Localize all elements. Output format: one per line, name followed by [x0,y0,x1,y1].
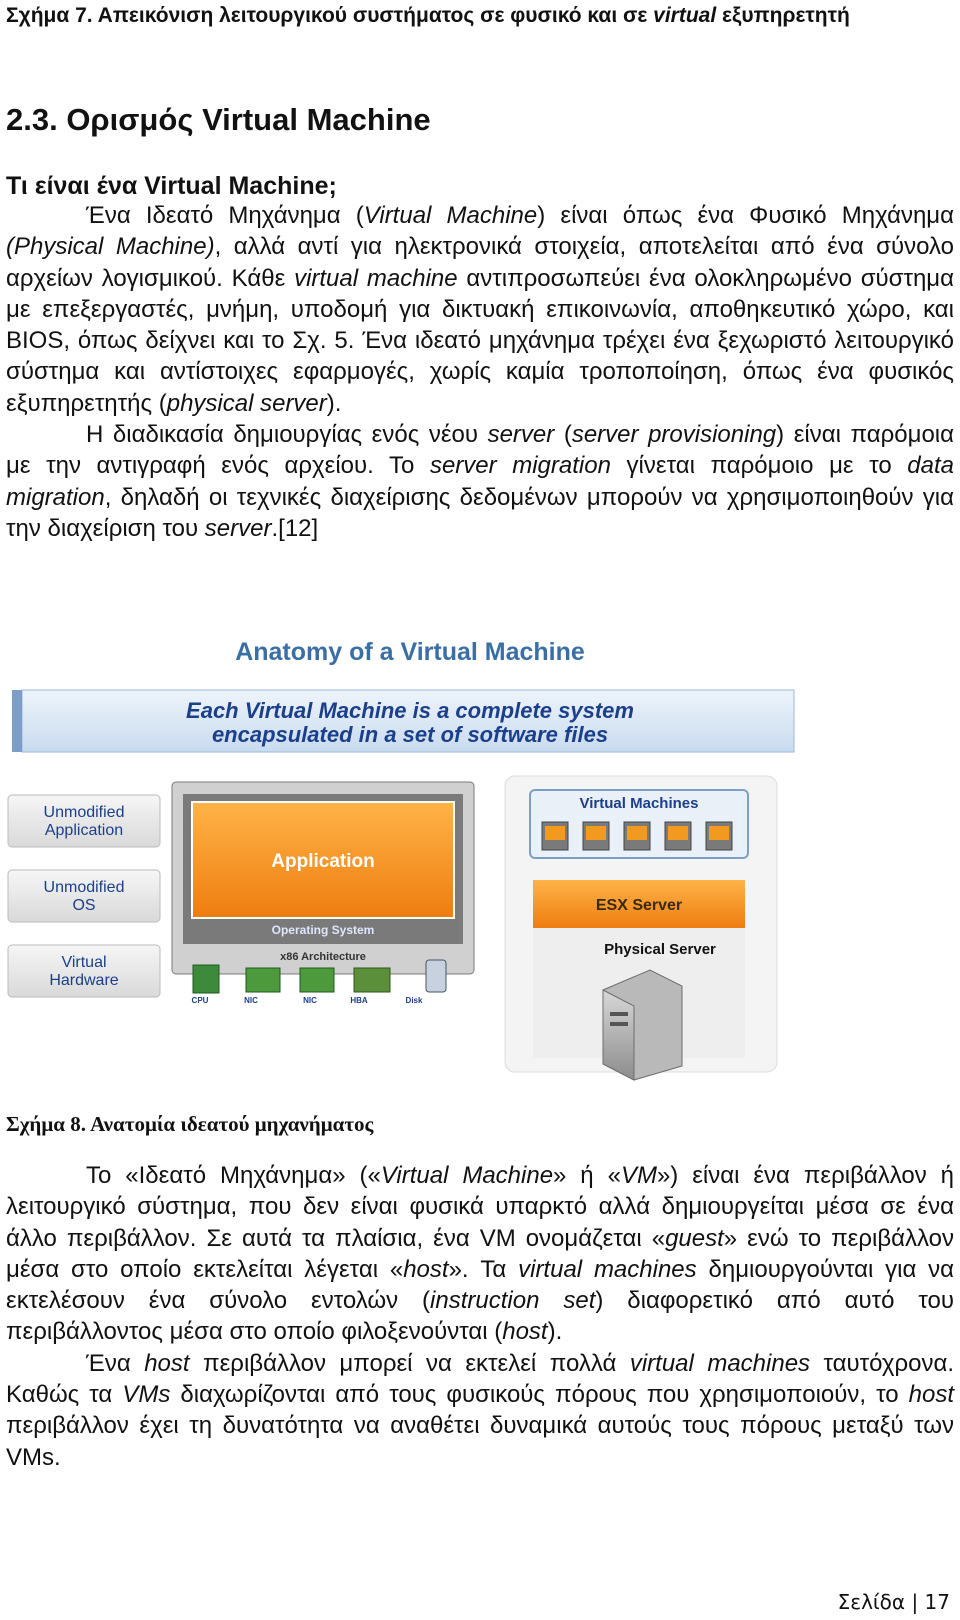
server-drive-slot-2 [610,1022,628,1026]
vm-mini-screen-2 [586,826,606,840]
disk-icon [426,960,446,992]
caption-text: Σχήμα 7. Απεικόνιση λειτουργικού συστήματος σε φυσικό και σε [6,4,654,27]
label-box-os [8,870,160,922]
label-app-line2: Application [44,822,124,839]
cpu-chip-icon [193,965,219,993]
italic-run: virtual machines [629,1349,811,1377]
vm-mini-screen-5 [709,826,729,840]
virtual-machines-label: Virtual Machines [579,795,699,812]
page-footer: Σελίδα | 17 [837,1590,950,1614]
text-run: περιβάλλον έχει τη δυνατότητα να αναθέτει δυναμικά αυτούς τους πόρους μεταξύ των VMs. [6,1412,954,1471]
italic-run: server migration [429,452,611,480]
hba-card-icon [354,968,390,992]
vm-anatomy-figure [0,640,960,1110]
text-run: ». Τα [448,1255,519,1283]
paragraph-2 [6,419,954,544]
hw-label-cpu: CPU [191,996,209,1005]
figure-title: Anatomy of a Virtual Machine [235,640,585,666]
left-labels [8,795,160,997]
esx-server-label: ESX Server [595,897,683,914]
text-run: γίνεται παρόμοιο με το [610,452,908,480]
italic-run: host [144,1349,190,1377]
text-run: ) είναι παρόμοια με την αντιγραφή ενός αρχείου. Το [6,421,954,480]
italic-run: instruction set [430,1287,596,1315]
text-run: .[12] [271,514,319,542]
text-run: , δηλαδή οι τεχνικές διαχείρισης δεδομένων μπορούν να χρησιμοποιηθούν για την διαχείριση του [6,483,954,542]
italic-run: VM [620,1162,657,1189]
text-run: Η διαδικασία δημιουργίας ενός νέου [86,421,488,449]
label-box-hardware [8,945,160,997]
italic-run: VMs [122,1381,171,1409]
section-title: 2.3. Ορισμός Virtual Machine [6,102,431,137]
italic-run: physical server [166,389,327,417]
hw-label-disk: Disk [405,996,423,1005]
text-run: ταυτόχρονα. Καθώς τα [6,1349,954,1409]
paragraph-4 [6,1348,954,1473]
text-run: αντιπροσωπεύει ένα ολοκληρωμένο σύστημα με επεξεργαστές, μνήμη, υποδομή για δικτυακή επικοινωνία, αποθηκευτικό χώρο, και BIOS, όπως δείχνει και το Σχ. 5. Ένα ιδεατό μηχάνημα τρέχει ένα ξεχωριστό λειτουργικό σύστημα και αντίστοιχες εφαρμογές, χωρίς καμία τροποποίηση, όπως ένα φυσικός εξυπηρετητής ( [6,264,954,417]
figure-8-caption: Σχήμα 8. Ανατομία ιδεατού μηχανήματος [6,1112,374,1136]
operating-system-label: Operating System [271,923,375,937]
caption-em: virtual [653,4,717,27]
label-app-line1: Unmodified [43,804,125,821]
italic-run: Virtual Machine [380,1162,554,1189]
text-run: ) είναι όπως ένα Φυσικό Μηχάνημα [537,202,955,229]
label-hw-line2: Hardware [49,972,119,989]
banner-line-1: Each Virtual Machine is a complete system [186,698,634,723]
vm-mini-screen-3 [627,826,647,840]
text-run: Το «Ιδεατό Μηχάνημα» (« [86,1162,381,1189]
italic-run: server [487,421,555,449]
server-panel [505,776,777,1080]
text-run: , αλλά αντί για ηλεκτρονικά στοιχεία, αποτελείται από ένα σύνολο αρχείων λογισμικού. Κάθε [6,233,954,292]
text-run: ») είναι ένα περιβάλλον ή λειτουργικό σύστημα, που δεν είναι φυσικά υπαρκτό αλλά δημιουργείται μέσα σε ένα άλλο περιβάλλον. Σε αυτά τα πλαίσια, ένα VM ονομάζεται « [6,1162,955,1252]
italic-run: virtual machine [294,264,458,292]
text-run: » ή « [553,1162,621,1189]
text-run: διαχωρίζονται από τους φυσικούς πόρους που χρησιμοποιούν, το [170,1381,909,1409]
nic-card-icon [246,968,280,992]
body-text-top [6,200,954,544]
italic-run: host [502,1318,548,1346]
figure-7-caption [6,2,946,29]
italic-run: host [403,1255,449,1283]
text-run: ( [554,421,572,449]
server-tower-front [603,990,634,1080]
caption-text-end: εξυπηρετητή [716,4,850,27]
hw-label-nic: NIC [244,996,258,1005]
italic-run: data migration [6,452,955,511]
text-run: ). [326,389,342,417]
vm-stack [172,782,474,974]
vm-mini-screen-4 [668,826,688,840]
nic-card-icon-2 [300,968,334,992]
banner-line-2: encapsulated in a set of software files [211,722,609,747]
vm-mini-screen-1 [545,826,565,840]
label-box-application [8,795,160,847]
italic-run: host [908,1381,955,1409]
body-text-bottom [6,1160,954,1473]
italic-run: (Physical Machine) [6,233,215,261]
label-hw-line1: Virtual [61,954,107,971]
text-run: » ενώ το περιβάλλον μέσα στο οποίο εκτελείται λέγεται « [6,1224,954,1283]
architecture-label: x86 Architecture [280,951,366,963]
paragraph-3 [6,1160,954,1348]
label-os-line1: Unmodified [43,879,125,896]
hw-label-hba: HBA [350,996,368,1005]
italic-run: guest [665,1224,724,1252]
hw-label-nic-2: NIC [303,996,317,1005]
label-os-line2: OS [72,897,96,914]
text-run: δημιουργούνται για να εκτελέσουν ένα σύνολο εντολών ( [6,1255,955,1315]
italic-run: server [204,514,272,542]
italic-run: server provisioning [571,421,777,449]
italic-run: virtual machines [518,1255,697,1283]
italic-run: Virtual Machine [363,202,538,229]
subheading: Τι είναι ένα Virtual Machine; [6,172,337,200]
text-run: ). [547,1318,563,1346]
physical-server-label: Physical Server [604,941,716,958]
text-run: περιβάλλον μπορεί να εκτελεί πολλά [189,1349,630,1377]
paragraph-1 [6,200,954,419]
application-label: Application [271,851,375,872]
text-run: ) διαφορετικό από αυτό του περιβάλλοντος μέσα στο οποίο φιλοξενούνται ( [6,1287,954,1346]
text-run: Ένα Ιδεατό Μηχάνημα ( [86,202,364,229]
text-run: Ένα [86,1349,145,1377]
server-drive-slot-1 [610,1012,628,1016]
banner-edge [12,690,22,752]
